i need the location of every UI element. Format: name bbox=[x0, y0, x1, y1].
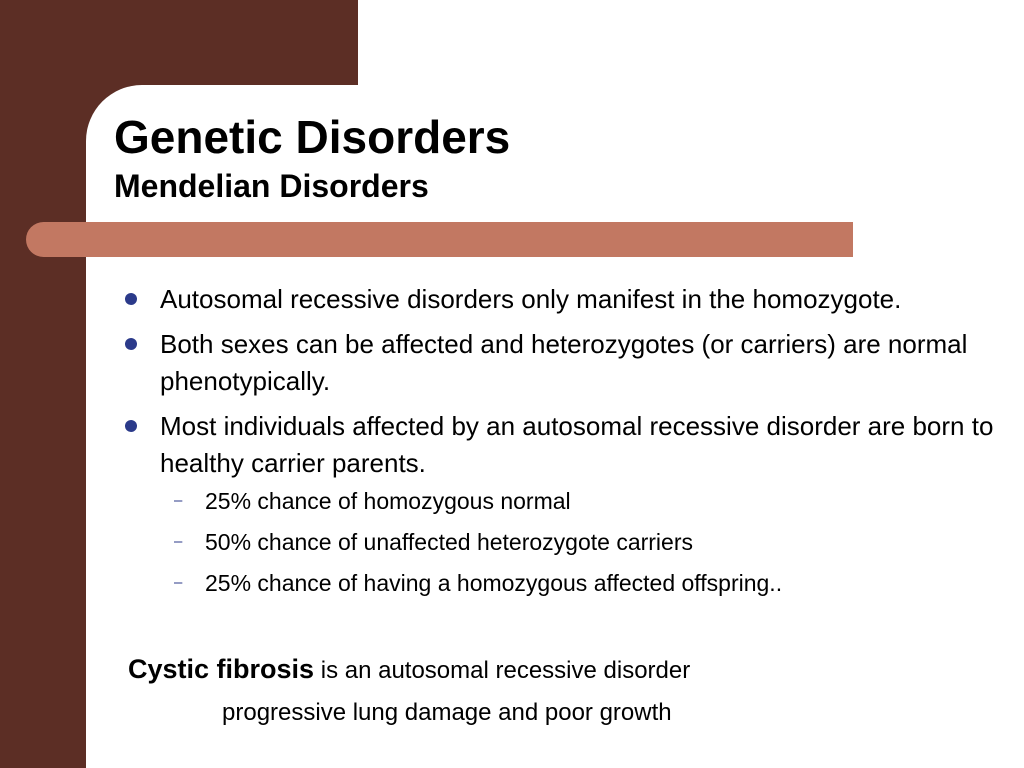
bullet-item bbox=[122, 281, 1002, 318]
bullet-text: Autosomal recessive disorders only manifest in the homozygote. bbox=[160, 284, 902, 314]
cystic-fibrosis-description: is an autosomal recessive disorder bbox=[314, 657, 691, 684]
sub-bullet-item bbox=[122, 568, 1002, 598]
accent-bar bbox=[26, 222, 853, 257]
slide-title: Genetic Disorders bbox=[114, 111, 511, 163]
sub-bullet-text: 50% chance of unaffected heterozygote carriers bbox=[205, 529, 693, 555]
bullet-dot-icon bbox=[125, 293, 137, 305]
sub-bullet-item bbox=[122, 486, 1002, 516]
bullet-text: Most individuals affected by an autosomal recessive disorder are born to healthy carrier parents. bbox=[160, 411, 994, 478]
bullet-text: Both sexes can be affected and heterozygotes (or carriers) are normal phenotypically. bbox=[160, 329, 968, 396]
sub-bullet-list bbox=[122, 486, 1002, 598]
sub-bullet-item bbox=[122, 527, 1002, 557]
sub-bullet-text: 25% chance of having a homozygous affected offspring.. bbox=[205, 570, 783, 596]
bullet-dot-icon bbox=[125, 420, 137, 432]
bullet-list bbox=[122, 281, 1002, 609]
sub-bullet-text: 25% chance of homozygous normal bbox=[205, 488, 571, 514]
dash-icon: – bbox=[174, 492, 183, 509]
bullet-item bbox=[122, 408, 1002, 482]
cystic-fibrosis-detail: progressive lung damage and poor growth bbox=[222, 699, 672, 726]
dash-icon: – bbox=[174, 533, 183, 550]
cystic-fibrosis-line bbox=[128, 652, 690, 688]
slide-subtitle: Mendelian Disorders bbox=[114, 168, 429, 204]
bullet-dot-icon bbox=[125, 338, 137, 350]
sub-bullet-group bbox=[122, 486, 1002, 598]
dash-icon: – bbox=[174, 574, 183, 591]
bullet-item bbox=[122, 326, 1002, 400]
cystic-fibrosis-term: Cystic fibrosis bbox=[128, 654, 315, 684]
